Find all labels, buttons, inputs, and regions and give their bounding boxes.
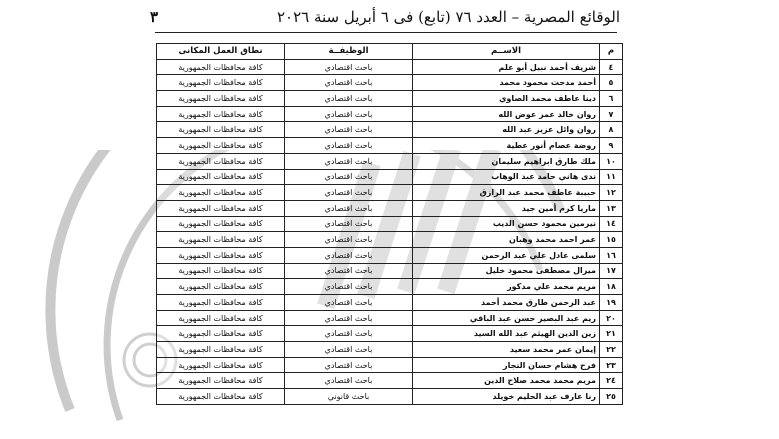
row-number-cell: ٧ <box>600 106 623 122</box>
row-number-cell: ٢٤ <box>600 373 623 389</box>
row-number-cell: ٢٣ <box>600 357 623 373</box>
table-row <box>157 75 623 91</box>
row-job-cell: باحث اقتصادي <box>285 342 413 358</box>
column-header-scope: نطاق العمل المكانى <box>157 44 285 60</box>
row-scope-cell: كافة محافظات الجمهورية <box>157 138 285 154</box>
page-header <box>150 4 620 30</box>
row-name-cell: ندى هاني حامد عبد الوهاب <box>413 169 600 185</box>
row-job-cell: باحث اقتصادي <box>285 232 413 248</box>
row-scope-cell: كافة محافظات الجمهورية <box>157 326 285 342</box>
row-name-cell: ملك طارق ابراهيم سليمان <box>413 153 600 169</box>
row-job-cell: باحث اقتصادي <box>285 279 413 295</box>
row-number-cell: ٢١ <box>600 326 623 342</box>
row-number-cell: ٢٢ <box>600 342 623 358</box>
row-name-cell: ماريا كرم أمين جيد <box>413 200 600 216</box>
row-name-cell: دينا عاطف محمد الصاوي <box>413 91 600 107</box>
row-number-cell: ٢٥ <box>600 389 623 405</box>
row-name-cell: نيرمين محمود حسن الديب <box>413 216 600 232</box>
row-scope-cell: كافة محافظات الجمهورية <box>157 185 285 201</box>
row-name-cell: شريف أحمد نبيل أبو علم <box>413 59 600 75</box>
table-row <box>157 357 623 373</box>
row-name-cell: روان وائل عزيز عبد الله <box>413 122 600 138</box>
row-number-cell: ١٠ <box>600 153 623 169</box>
row-name-cell: ميرال مصطفى محمود خليل <box>413 263 600 279</box>
row-job-cell: باحث اقتصادي <box>285 373 413 389</box>
row-scope-cell: كافة محافظات الجمهورية <box>157 153 285 169</box>
row-job-cell: باحث اقتصادي <box>285 75 413 91</box>
table-header-row <box>157 44 623 60</box>
row-scope-cell: كافة محافظات الجمهورية <box>157 91 285 107</box>
table-row <box>157 153 623 169</box>
row-job-cell: باحث اقتصادي <box>285 295 413 311</box>
row-name-cell: ريم عبد البصير حسن عبد الباقي <box>413 310 600 326</box>
table-body <box>157 59 623 404</box>
table-row <box>157 310 623 326</box>
row-job-cell: باحث اقتصادي <box>285 326 413 342</box>
table-row <box>157 169 623 185</box>
row-job-cell: باحث قانوني <box>285 389 413 405</box>
row-scope-cell: كافة محافظات الجمهورية <box>157 373 285 389</box>
row-job-cell: باحث اقتصادي <box>285 263 413 279</box>
table-row <box>157 342 623 358</box>
row-number-cell: ١٧ <box>600 263 623 279</box>
row-job-cell: باحث اقتصادي <box>285 169 413 185</box>
row-scope-cell: كافة محافظات الجمهورية <box>157 232 285 248</box>
row-number-cell: ٦ <box>600 91 623 107</box>
row-scope-cell: كافة محافظات الجمهورية <box>157 59 285 75</box>
row-number-cell: ١٨ <box>600 279 623 295</box>
page-number: ٣ <box>150 8 159 26</box>
row-scope-cell: كافة محافظات الجمهورية <box>157 169 285 185</box>
table-row <box>157 263 623 279</box>
row-scope-cell: كافة محافظات الجمهورية <box>157 295 285 311</box>
row-job-cell: باحث اقتصادي <box>285 138 413 154</box>
row-job-cell: باحث اقتصادي <box>285 247 413 263</box>
row-job-cell: باحث اقتصادي <box>285 122 413 138</box>
row-number-cell: ٢٠ <box>600 310 623 326</box>
table-row <box>157 122 623 138</box>
table-row <box>157 106 623 122</box>
row-number-cell: ١٣ <box>600 200 623 216</box>
row-job-cell: باحث اقتصادي <box>285 200 413 216</box>
row-name-cell: أحمد مدحت محمود محمد <box>413 75 600 91</box>
row-scope-cell: كافة محافظات الجمهورية <box>157 200 285 216</box>
row-name-cell: سلمى عادل علي عبد الرحمن <box>413 247 600 263</box>
gazette-title: الوقائع المصرية – العدد ٧٦ (تابع) فى ٦ أبريل سنة ٢٠٢٦ <box>276 8 620 26</box>
row-name-cell: إيمان عمر محمد سعيد <box>413 342 600 358</box>
table-row <box>157 216 623 232</box>
employees-table <box>156 43 623 405</box>
row-scope-cell: كافة محافظات الجمهورية <box>157 122 285 138</box>
row-scope-cell: كافة محافظات الجمهورية <box>157 389 285 405</box>
row-job-cell: باحث اقتصادي <box>285 310 413 326</box>
row-scope-cell: كافة محافظات الجمهورية <box>157 247 285 263</box>
table-row <box>157 59 623 75</box>
table-row <box>157 389 623 405</box>
row-job-cell: باحث اقتصادي <box>285 216 413 232</box>
table-row <box>157 91 623 107</box>
row-scope-cell: كافة محافظات الجمهورية <box>157 357 285 373</box>
table-row <box>157 232 623 248</box>
row-name-cell: حبيبة عاطف محمد عبد الرازق <box>413 185 600 201</box>
column-header-number: م <box>600 44 623 60</box>
row-job-cell: باحث اقتصادي <box>285 357 413 373</box>
row-scope-cell: كافة محافظات الجمهورية <box>157 279 285 295</box>
row-scope-cell: كافة محافظات الجمهورية <box>157 310 285 326</box>
row-job-cell: باحث اقتصادي <box>285 91 413 107</box>
row-number-cell: ٩ <box>600 138 623 154</box>
row-scope-cell: كافة محافظات الجمهورية <box>157 106 285 122</box>
table-row <box>157 247 623 263</box>
row-number-cell: ٤ <box>600 59 623 75</box>
column-header-job: الوظيفــة <box>285 44 413 60</box>
row-job-cell: باحث اقتصادي <box>285 106 413 122</box>
row-name-cell: فرح هشام حسان النجار <box>413 357 600 373</box>
row-name-cell: روان خالد عمر عوض الله <box>413 106 600 122</box>
row-scope-cell: كافة محافظات الجمهورية <box>157 216 285 232</box>
row-number-cell: ١٥ <box>600 232 623 248</box>
row-name-cell: مريم محمد محمد صلاح الدين <box>413 373 600 389</box>
row-name-cell: عبد الرحمن طارق محمد أحمد <box>413 295 600 311</box>
row-number-cell: ٥ <box>600 75 623 91</box>
row-name-cell: روضة عصام أنور عطية <box>413 138 600 154</box>
row-name-cell: عمر احمد محمد وهبان <box>413 232 600 248</box>
table-row <box>157 326 623 342</box>
row-number-cell: ١٢ <box>600 185 623 201</box>
row-number-cell: ٨ <box>600 122 623 138</box>
row-job-cell: باحث اقتصادي <box>285 185 413 201</box>
row-scope-cell: كافة محافظات الجمهورية <box>157 263 285 279</box>
table-row <box>157 295 623 311</box>
table-row <box>157 185 623 201</box>
row-name-cell: مريم محمد علي مدكور <box>413 279 600 295</box>
row-job-cell: باحث اقتصادي <box>285 59 413 75</box>
row-number-cell: ١٤ <box>600 216 623 232</box>
row-number-cell: ١١ <box>600 169 623 185</box>
row-name-cell: رنا عارف عبد الحليم خويلد <box>413 389 600 405</box>
row-number-cell: ١٩ <box>600 295 623 311</box>
row-scope-cell: كافة محافظات الجمهورية <box>157 75 285 91</box>
table-row <box>157 200 623 216</box>
row-number-cell: ١٦ <box>600 247 623 263</box>
table-row <box>157 373 623 389</box>
row-scope-cell: كافة محافظات الجمهورية <box>157 342 285 358</box>
row-job-cell: باحث اقتصادي <box>285 153 413 169</box>
column-header-name: الاســم <box>413 44 600 60</box>
header-divider <box>155 32 617 33</box>
row-name-cell: زين الدين الهيثم عبد الله السيد <box>413 326 600 342</box>
table-row <box>157 138 623 154</box>
table-row <box>157 279 623 295</box>
